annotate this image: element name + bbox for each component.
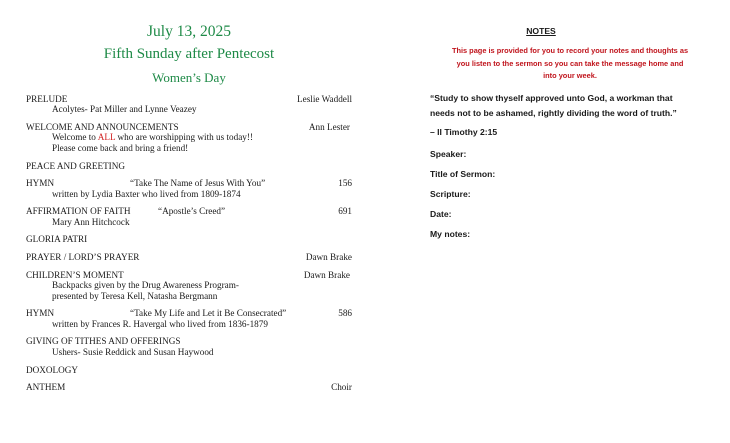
item-title: HYMN bbox=[26, 308, 55, 319]
item-title: CHILDREN’S MOMENT bbox=[26, 269, 124, 280]
creed-title: “Apostle’s Creed” bbox=[158, 206, 226, 217]
item-title: GIVING OF TITHES AND OFFERINGS bbox=[26, 336, 181, 347]
hymn-number: 586 bbox=[338, 308, 352, 319]
field-speaker: Speaker: bbox=[430, 149, 467, 160]
welcome-text-end: who are worshipping with us today!! bbox=[115, 132, 254, 143]
item-detail: Please come back and bring a friend! bbox=[52, 142, 189, 153]
item-detail: presented by Teresa Kell, Natasha Bergmann bbox=[52, 290, 218, 301]
hymn-title: “Take My Life and Let it Be Consecrated” bbox=[130, 308, 287, 319]
item-title: GLORIA PATRI bbox=[26, 234, 88, 245]
item-leader: Ann Lester bbox=[308, 122, 350, 133]
item-leader: Dawn Brake bbox=[303, 269, 350, 280]
liturgical-day: Fifth Sunday after Pentecost bbox=[103, 46, 275, 62]
item-title: PRAYER / LORD’S PRAYER bbox=[26, 252, 140, 263]
item-title: HYMN bbox=[26, 178, 55, 189]
item-detail: Ushers- Susie Reddick and Susan Haywood bbox=[52, 346, 214, 357]
worship-item-gloria bbox=[26, 234, 352, 244]
worship-item-prelude bbox=[26, 94, 352, 115]
worship-item-childrens-moment bbox=[26, 270, 352, 301]
field-date: Date: bbox=[430, 209, 452, 220]
field-scripture: Scripture: bbox=[430, 189, 471, 200]
hymn-title: “Take The Name of Jesus With You” bbox=[130, 178, 266, 189]
worship-item-affirmation bbox=[26, 206, 352, 227]
bulletin-header bbox=[26, 22, 352, 86]
quote-line: needs not to be ashamed, rightly dividing the word of truth.” bbox=[430, 108, 677, 119]
item-detail: written by Frances R. Havergal who lived from 1836-1879 bbox=[52, 318, 268, 329]
field-sermon-title: Title of Sermon: bbox=[430, 169, 496, 180]
item-title: WELCOME AND ANNOUNCEMENTS bbox=[26, 122, 179, 133]
worship-item-doxology bbox=[26, 365, 352, 375]
item-title: DOXOLOGY bbox=[26, 364, 79, 375]
worship-item-peace bbox=[26, 161, 352, 171]
hymn-number: 691 bbox=[338, 206, 352, 217]
notes-intro bbox=[420, 45, 720, 83]
item-detail: Backpacks given by the Drug Awareness Program- bbox=[52, 280, 239, 291]
item-leader: Choir bbox=[331, 382, 352, 393]
intro-line: This page is provided for you to record your notes and thoughts as bbox=[451, 46, 689, 55]
item-leader: Dawn Brake bbox=[305, 252, 352, 263]
worship-item-hymn-1 bbox=[26, 178, 352, 199]
intro-line: you listen to the sermon so you can take the message home and bbox=[456, 58, 684, 68]
order-of-worship bbox=[26, 22, 352, 400]
quote-line: “Study to show thyself approved unto God, a workman that bbox=[430, 92, 673, 103]
hymn-number: 156 bbox=[338, 178, 352, 189]
welcome-highlight: ALL bbox=[97, 132, 116, 143]
worship-item-giving bbox=[26, 336, 352, 357]
item-title: ANTHEM bbox=[26, 382, 66, 393]
item-leader: Leslie Waddell bbox=[297, 94, 352, 104]
item-detail: Mary Ann Hitchcock bbox=[52, 216, 130, 227]
notes-title: NOTES bbox=[526, 26, 556, 36]
worship-item-anthem bbox=[26, 382, 352, 392]
item-detail: written by Lydia Baxter who lived from 1809-1874 bbox=[52, 188, 241, 199]
scripture-quote bbox=[430, 91, 712, 122]
service-date: July 13, 2025 bbox=[147, 23, 231, 40]
intro-line: into your week. bbox=[543, 71, 597, 81]
item-title: PEACE AND GREETING bbox=[26, 160, 126, 171]
scripture-reference: – II Timothy 2:15 bbox=[430, 126, 498, 137]
item-detail: Acolytes- Pat Miller and Lynne Veazey bbox=[52, 104, 197, 115]
field-my-notes: My notes: bbox=[430, 229, 471, 240]
item-title: AFFIRMATION OF FAITH bbox=[26, 206, 131, 217]
worship-items bbox=[26, 94, 352, 393]
worship-item-welcome bbox=[26, 122, 352, 153]
item-title: PRELUDE bbox=[26, 94, 68, 104]
special-day: Women’s Day bbox=[152, 70, 226, 85]
worship-item-prayer bbox=[26, 252, 352, 262]
welcome-text: Welcome to bbox=[52, 132, 98, 143]
worship-item-hymn-2 bbox=[26, 308, 352, 329]
notes-page bbox=[430, 26, 712, 240]
welcome-message bbox=[26, 132, 352, 142]
